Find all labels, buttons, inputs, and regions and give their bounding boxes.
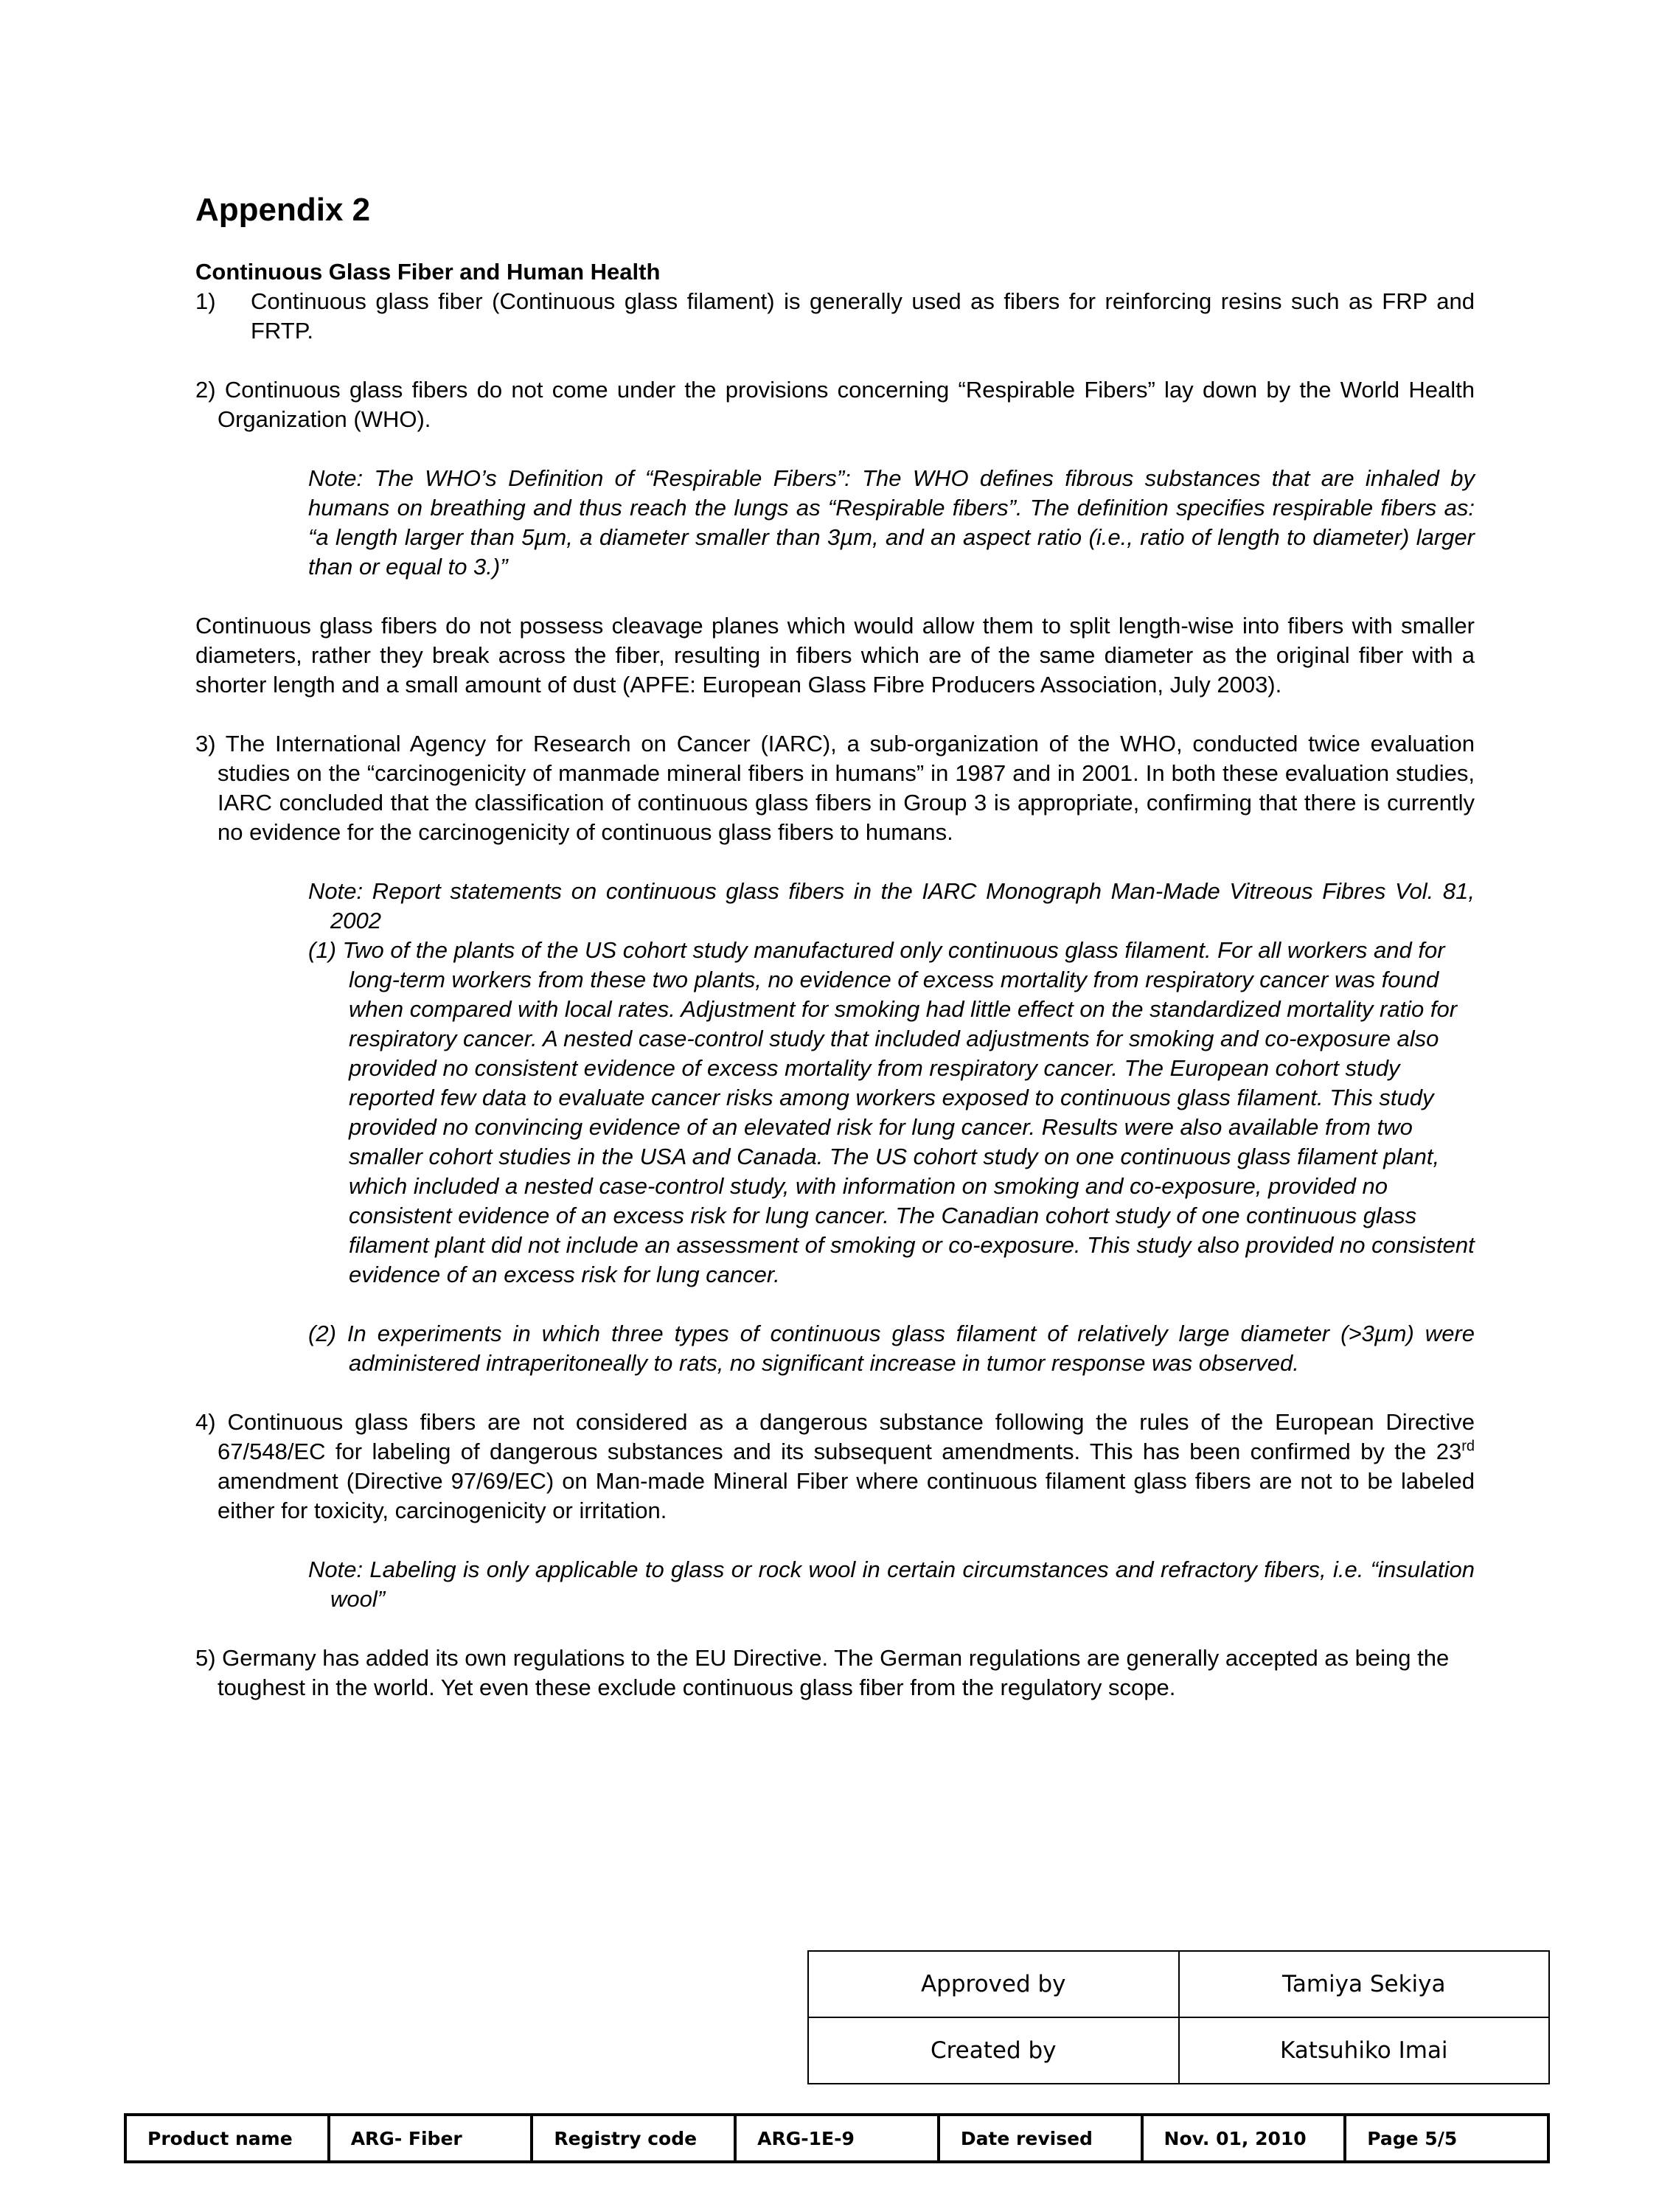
item-1-text: Continuous glass fiber (Continuous glass filament) is generally used as fibers for reinforcing resins such as FRP and FRTP. [251,288,1475,344]
item-3-text: 3) The International Agency for Research on Cancer (IARC), a sub-organization of the WHO, conducted twice evaluation studies on the “carcinogenicity of manmade mineral fibers in humans” in 1987 and in 2001. In both these evaluation studies, IARC concluded that the classification of continuous glass fibers in Group 3 is appropriate, confirming that there is currently no evidence for the carcinogenicity of continuous glass fibers to humans. [195,731,1475,845]
item-2-text: 2) Continuous glass fibers do not come under the provisions concerning “Respirable Fibers” lay down by the World Health Organization (WHO). [195,377,1475,432]
item-4-note: Note: Labeling is only applicable to glass or rock wool in certain circumstances and refractory fibers, i.e. “insulation wool” [308,1557,1475,1612]
footer-page-number: Page 5/5 [1345,2115,1548,2162]
item-3-note-2: (2) In experiments in which three types of continuous glass filament of relatively large diameter (>3µm) were administered intraperitoneally to rats, no significant increase in tumor response was observed. [308,1321,1475,1376]
footer-registry-label: Registry code [532,2115,735,2162]
item-3-note-1: (1) Two of the plants of the US cohort study manufactured only continuous glass filament. For all workers and for long-term workers from these two plants, no evidence of excess mortality from respiratory cancer was found when compared with local rates. Adjustment for smoking had little effect on the standardized mortality ratio for respiratory cancer. A nested case-control study that included adjustments for smoking and co-exposure also provided no consistent evidence of excess mortality from respiratory cancer. The European cohort study reported few data to evaluate cancer risks among workers exposed to continuous glass filament. This study provided no convincing evidence of an elevated risk for lung cancer. Results were also available from two smaller cohort studies in the USA and Canada. The US cohort study on one continuous glass filament plant, which included a nested case-control study, with information on smoking and co-exposure, provided no consistent evidence of an excess risk for lung cancer. The Canadian cohort study of one continuous glass filament plant did not include an assessment of smoking or co-exposure. This study also provided no consistent evidence of an excess risk for lung cancer. [308,937,1475,1287]
footer-product-label: Product name [125,2115,329,2162]
footer-table [124,2113,1550,2163]
approved-by-name: Tamiya Sekiya [1179,1951,1550,2017]
document-body [195,188,1475,1703]
item-2-paragraph: Continuous glass fibers do not possess cleavage planes which would allow them to split length-wise into fibers with smaller diameters, rather they break across the fiber, resulting in fibers which are of the same diameter as the original fiber with a shorter length and a small amount of dust (APFE: European Glass Fibre Producers Association, July 2003). [195,613,1475,698]
created-by-label: Created by [808,2017,1179,2084]
item-3-note-heading: Note: Report statements on continuous glass fibers in the IARC Monograph Man-Made Vitreous Fibres Vol. 81, 2002 [308,878,1475,933]
item-4-text [195,1408,1475,1526]
footer-registry-value: ARG-1E-9 [735,2115,939,2162]
item-2-note: Note: The WHO’s Definition of “Respirable Fibers”: The WHO defines fibrous substances that are inhaled by humans on breathing and thus reach the lungs as “Respirable fibers”. The definition specifies respirable fibers as: “a length larger than 5µm, a diameter smaller than 3µm, and an aspect ratio (i.e., ratio of length to diameter) larger than or equal to 3.)” [308,465,1475,580]
item-1-number: 1) [195,288,216,314]
created-by-name: Katsuhiko Imai [1179,2017,1550,2084]
item-4-text-a: 4) Continuous glass fibers are not considered as a dangerous substance following the rules of the European Directive 67/548/EC for labeling of dangerous substances and its subsequent amendments. This has been confirmed by the 23 [195,1409,1475,1464]
item-4-text-b: amendment (Directive 97/69/EC) on Man-made Mineral Fiber where continuous filament glass fibers are not to be labeled either for toxicity, carcinogenicity or irritation. [218,1468,1475,1523]
page-title: Appendix 2 [195,192,371,228]
footer-row [125,2115,1548,2162]
item-1 [195,287,1475,346]
item-4-superscript: rd [1461,1438,1475,1455]
approval-table [807,1950,1550,2084]
footer-date-label: Date revised [939,2115,1142,2162]
approval-row-created [808,2017,1549,2084]
footer-date-value: Nov. 01, 2010 [1142,2115,1346,2162]
approved-by-label: Approved by [808,1951,1179,2017]
item-5-text: 5) Germany has added its own regulations to the EU Directive. The German regulations are generally accepted as being the toughest in the world. Yet even these exclude continuous glass fiber from the regulatory scope. [195,1645,1450,1700]
section-title: Continuous Glass Fiber and Human Health [195,259,661,285]
approval-row-approved [808,1951,1549,2017]
footer-product-value: ARG- Fiber [329,2115,532,2162]
